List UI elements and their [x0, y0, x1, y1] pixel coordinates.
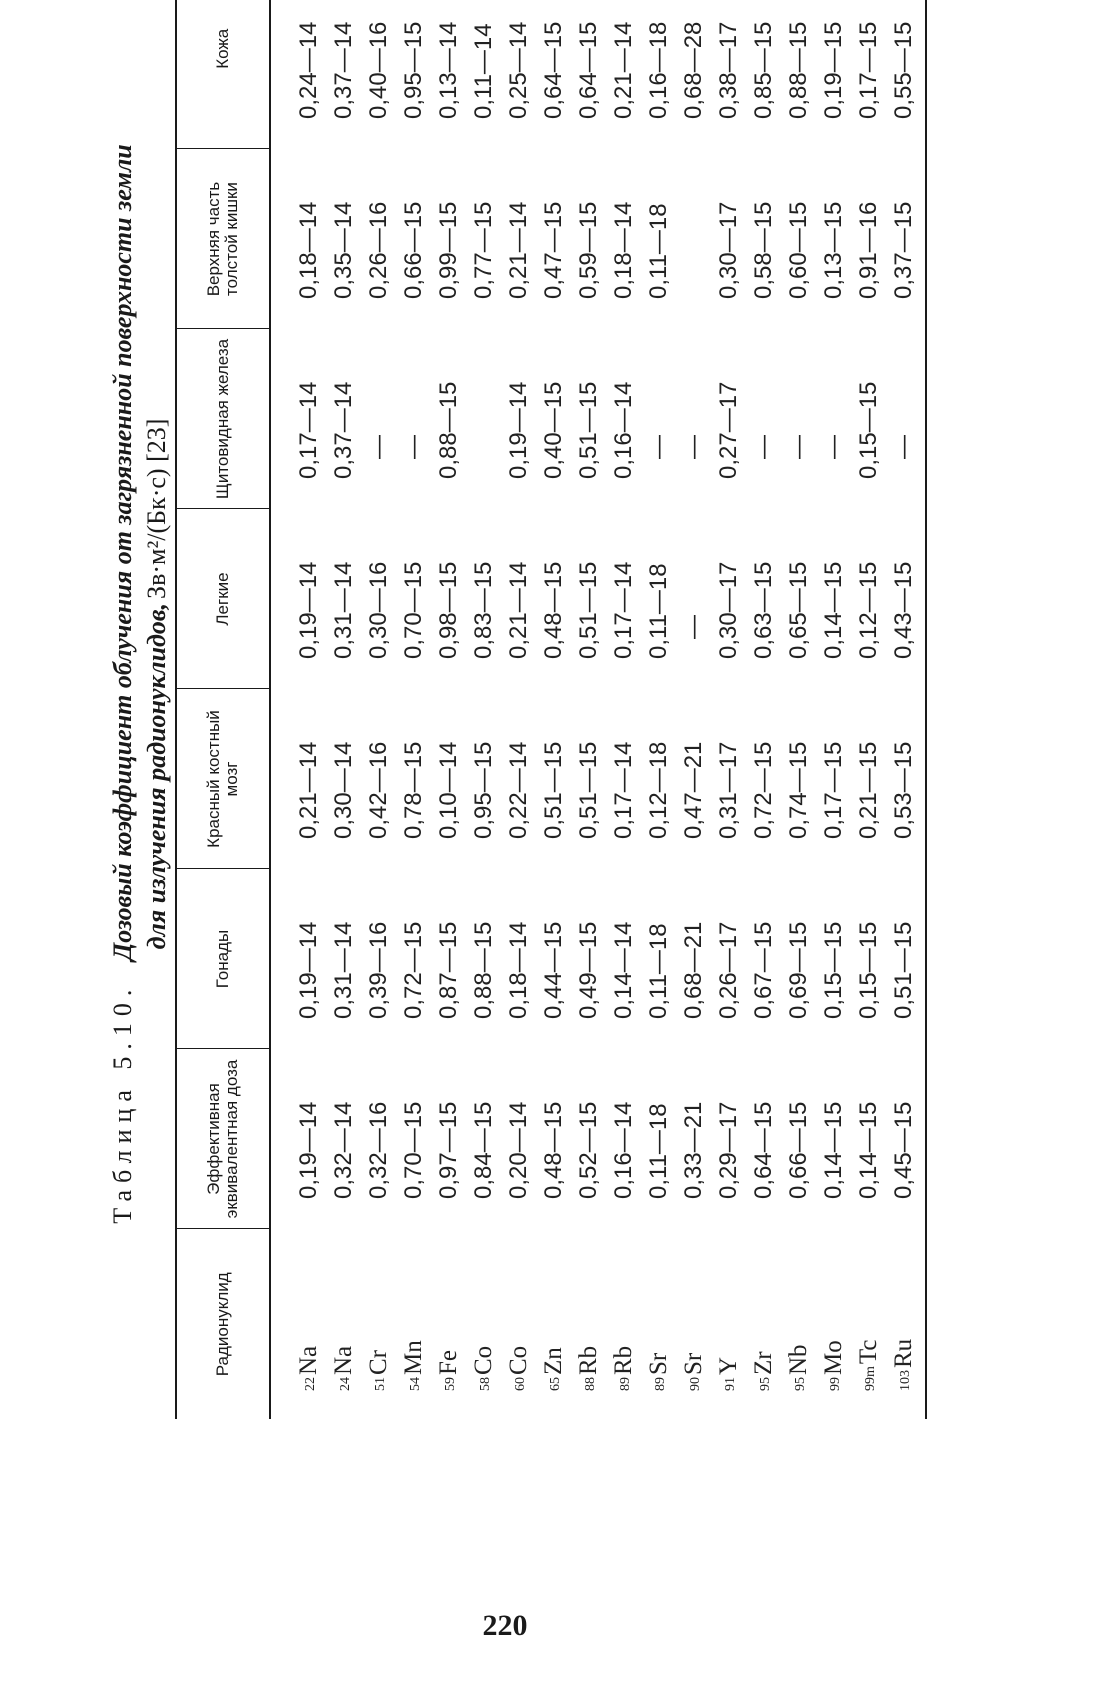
- table-row: [270, 0, 326, 1419]
- value-cell: 0,88—15: [785, 21, 812, 119]
- value-cell: 0,11—18: [645, 1103, 672, 1199]
- value-cell: 0,40—15: [540, 381, 567, 479]
- value-cell: 0,32—14: [330, 1101, 357, 1199]
- table-row: [641, 0, 676, 1419]
- value-cell: —: [750, 435, 777, 459]
- table-row: [816, 0, 851, 1419]
- element-symbol: Fe: [435, 1350, 462, 1375]
- mass-number: 51: [373, 1377, 388, 1391]
- value-cell: 0,17—15: [820, 741, 847, 839]
- table-row: [501, 0, 536, 1419]
- dose-coefficient-table: [175, 0, 927, 1419]
- table-row: [431, 0, 466, 1419]
- value-cell: 0,51—15: [575, 381, 602, 479]
- column-header: Щитовидная железа: [176, 329, 270, 509]
- column-header: Красный костный мозг: [176, 689, 270, 869]
- value-cell: 0,91—16: [855, 201, 882, 299]
- value-cell: 0,27—17: [715, 381, 742, 479]
- page-number: 220: [482, 1609, 528, 1642]
- value-cell: 0,17—14: [295, 381, 322, 479]
- table-row: [606, 0, 641, 1419]
- value-cell: 0,99—15: [435, 201, 462, 299]
- value-cell: 0,11—14: [470, 23, 497, 119]
- value-cell: 0,49—15: [575, 921, 602, 1019]
- radionuclide-cell: [606, 1229, 641, 1419]
- table-row: [886, 0, 926, 1419]
- table-row: [711, 0, 746, 1419]
- value-cell: 0,95—15: [400, 21, 427, 119]
- value-cell: 0,77—15: [470, 201, 497, 299]
- value-cell: 0,66—15: [400, 201, 427, 299]
- radionuclide-cell: [851, 1229, 886, 1419]
- element-symbol: Rb: [610, 1345, 637, 1375]
- value-cell: 0,25—14: [505, 21, 532, 119]
- column-header: Верхняя часть толстой кишки: [176, 149, 270, 329]
- value-cell: 0,53—15: [886, 689, 926, 869]
- mass-number: 91: [723, 1377, 738, 1391]
- element-symbol: Na: [330, 1345, 357, 1375]
- mass-number: 89: [618, 1377, 633, 1391]
- table-row: [781, 0, 816, 1419]
- mass-number: 59: [443, 1377, 458, 1391]
- table-title-line2: для излучения радионуклидов,: [142, 602, 171, 950]
- table-row: [466, 0, 501, 1419]
- element-symbol: Sr: [680, 1352, 707, 1375]
- mass-number: 24: [338, 1377, 353, 1391]
- value-cell: 0,47—15: [540, 201, 567, 299]
- value-cell: 0,19—14: [295, 921, 322, 1019]
- radionuclide-cell: [501, 1229, 536, 1419]
- mass-number: 95: [758, 1377, 773, 1391]
- value-cell: 0,43—15: [886, 509, 926, 689]
- value-cell: 0,60—15: [785, 201, 812, 299]
- mass-number: 89: [653, 1377, 668, 1391]
- value-cell: 0,14—15: [820, 1101, 847, 1199]
- value-cell: 0,30—17: [715, 201, 742, 299]
- radionuclide-cell: [270, 1229, 326, 1419]
- value-cell: 0,19—15: [820, 21, 847, 119]
- value-cell: 0,51—15: [575, 561, 602, 659]
- value-cell: 0,35—14: [330, 201, 357, 299]
- value-cell: 0,48—15: [540, 1101, 567, 1199]
- value-cell: 0,24—14: [295, 21, 322, 119]
- radionuclide-cell: [466, 1229, 501, 1419]
- value-cell: 0,22—14: [505, 741, 532, 839]
- radionuclide-cell: [746, 1229, 781, 1419]
- value-cell: 0,26—16: [365, 201, 392, 299]
- value-cell: 0,67—15: [750, 921, 777, 1019]
- element-symbol: Rb: [575, 1345, 602, 1375]
- element-symbol: Nb: [785, 1344, 812, 1375]
- table-row: [746, 0, 781, 1419]
- value-cell: 0,84—15: [470, 1101, 497, 1199]
- value-cell: 0,12—15: [855, 561, 882, 659]
- mass-number: 95: [793, 1377, 808, 1391]
- value-cell: —: [645, 435, 672, 459]
- value-cell: 0,83—15: [470, 561, 497, 659]
- value-cell: 0,58—15: [750, 201, 777, 299]
- value-cell: 0,26—17: [715, 921, 742, 1019]
- value-cell: 0,32—16: [365, 1101, 392, 1199]
- value-cell: 0,15—15: [855, 921, 882, 1019]
- value-cell: 0,64—15: [575, 21, 602, 119]
- value-cell: 0,45—15: [886, 1049, 926, 1229]
- value-cell: 0,18—14: [295, 201, 322, 299]
- mass-number: 88: [583, 1377, 598, 1391]
- value-cell: 0,98—15: [435, 561, 462, 659]
- element-symbol: Cr: [365, 1350, 392, 1375]
- mass-number: 90: [688, 1377, 703, 1391]
- element-symbol: Mn: [400, 1340, 427, 1375]
- header-row: [176, 0, 270, 1419]
- value-cell: 0,88—15: [435, 381, 462, 479]
- radionuclide-cell: [326, 1229, 361, 1419]
- table-row: [536, 0, 571, 1419]
- table-row: [851, 0, 886, 1419]
- value-cell: 0,48—15: [540, 561, 567, 659]
- table-units: Зв·м²/(Бк·с) [23]: [142, 418, 171, 599]
- value-cell: 0,42—16: [365, 741, 392, 839]
- column-header: Кожа: [176, 0, 270, 149]
- value-cell: 0,38—17: [715, 21, 742, 119]
- mass-number: 103: [898, 1370, 913, 1391]
- element-symbol: Co: [470, 1345, 497, 1375]
- value-cell: 0,95—15: [470, 741, 497, 839]
- value-cell: —: [680, 435, 707, 459]
- radionuclide-cell: [361, 1229, 396, 1419]
- value-cell: 0,74—15: [785, 741, 812, 839]
- value-cell: 0,68—28: [680, 21, 707, 119]
- column-header: Радионуклид: [176, 1229, 270, 1419]
- value-cell: 0,14—14: [610, 921, 637, 1019]
- value-cell: 0,30—17: [715, 561, 742, 659]
- value-cell: 0,21—14: [610, 21, 637, 119]
- value-cell: 0,19—14: [295, 1101, 322, 1199]
- element-symbol: Sr: [645, 1352, 672, 1375]
- table-title: Дозовый коэффициент облучения от загрязненной поверхности земли: [108, 144, 137, 961]
- value-cell: 0,31—14: [330, 561, 357, 659]
- value-cell: 0,18—14: [610, 201, 637, 299]
- value-cell: 0,78—15: [400, 741, 427, 839]
- element-symbol: Y: [715, 1356, 742, 1375]
- mass-number: 22: [303, 1377, 318, 1391]
- value-cell: 0,97—15: [435, 1101, 462, 1199]
- value-cell: 0,16—14: [610, 1101, 637, 1199]
- value-cell: 0,87—15: [435, 921, 462, 1019]
- value-cell: 0,70—15: [400, 1101, 427, 1199]
- value-cell: [466, 329, 501, 509]
- value-cell: 0,11—18: [645, 923, 672, 1019]
- value-cell: 0,72—15: [750, 741, 777, 839]
- value-cell: 0,17—14: [610, 741, 637, 839]
- value-cell: 0,19—14: [505, 381, 532, 479]
- value-cell: 0,68—21: [680, 921, 707, 1019]
- value-cell: —: [680, 615, 707, 639]
- value-cell: 0,31—17: [715, 741, 742, 839]
- value-cell: 0,16—14: [610, 381, 637, 479]
- value-cell: 0,18—14: [505, 921, 532, 1019]
- element-symbol: Na: [295, 1345, 322, 1375]
- value-cell: 0,20—14: [505, 1101, 532, 1199]
- value-cell: [676, 149, 711, 329]
- value-cell: 0,69—15: [785, 921, 812, 1019]
- value-cell: 0,39—16: [365, 921, 392, 1019]
- value-cell: 0,33—21: [680, 1101, 707, 1199]
- radionuclide-cell: [641, 1229, 676, 1419]
- value-cell: 0,59—15: [575, 201, 602, 299]
- value-cell: 0,52—15: [575, 1101, 602, 1199]
- value-cell: 0,66—15: [785, 1101, 812, 1199]
- mass-number: 60: [513, 1377, 528, 1391]
- element-symbol: Zn: [540, 1347, 567, 1375]
- column-header: Легкие: [176, 509, 270, 689]
- value-cell: 0,12—18: [645, 741, 672, 839]
- value-cell: 0,14—15: [820, 561, 847, 659]
- value-cell: 0,15—15: [820, 921, 847, 1019]
- radionuclide-cell: [886, 1229, 926, 1419]
- value-cell: 0,11—18: [645, 203, 672, 299]
- value-cell: 0,70—15: [400, 561, 427, 659]
- radionuclide-cell: [536, 1229, 571, 1419]
- mass-number: 99m: [863, 1366, 878, 1391]
- radionuclide-cell: [396, 1229, 431, 1419]
- table-body: [270, 0, 926, 1419]
- radionuclide-cell: [431, 1229, 466, 1419]
- value-cell: —: [820, 435, 847, 459]
- element-symbol: Co: [505, 1345, 532, 1375]
- value-cell: 0,40—16: [365, 21, 392, 119]
- value-cell: 0,37—14: [330, 21, 357, 119]
- radionuclide-cell: [676, 1229, 711, 1419]
- radionuclide-cell: [571, 1229, 606, 1419]
- element-symbol: Tc: [855, 1339, 882, 1365]
- table-caption: [108, 0, 176, 1384]
- mass-number: 65: [548, 1377, 563, 1391]
- value-cell: 0,44—15: [540, 921, 567, 1019]
- mass-number: 58: [478, 1377, 493, 1391]
- value-cell: 0,14—15: [855, 1101, 882, 1199]
- table-label: Таблица 5.10.: [108, 982, 137, 1224]
- value-cell: 0,65—15: [785, 561, 812, 659]
- value-cell: 0,64—15: [750, 1101, 777, 1199]
- value-cell: 0,21—14: [505, 201, 532, 299]
- value-cell: 0,17—14: [610, 561, 637, 659]
- value-cell: 0,15—15: [855, 381, 882, 479]
- radionuclide-cell: [816, 1229, 851, 1419]
- element-symbol: Ru: [890, 1338, 917, 1368]
- element-symbol: Zr: [750, 1351, 777, 1375]
- value-cell: 0,21—14: [295, 741, 322, 839]
- value-cell: 0,13—14: [435, 21, 462, 119]
- table-row: [396, 0, 431, 1419]
- value-cell: 0,13—15: [820, 201, 847, 299]
- value-cell: 0,63—15: [750, 561, 777, 659]
- value-cell: 0,51—15: [540, 741, 567, 839]
- value-cell: 0,31—14: [330, 921, 357, 1019]
- table-row: [571, 0, 606, 1419]
- value-cell: 0,72—15: [400, 921, 427, 1019]
- value-cell: —: [785, 435, 812, 459]
- element-symbol: Mo: [820, 1340, 847, 1375]
- value-cell: —: [365, 435, 392, 459]
- value-cell: —: [400, 435, 427, 459]
- value-cell: 0,21—14: [505, 561, 532, 659]
- value-cell: 0,51—15: [886, 869, 926, 1049]
- value-cell: 0,37—14: [330, 381, 357, 479]
- value-cell: 0,11—18: [645, 563, 672, 659]
- value-cell: 0,16—18: [645, 21, 672, 119]
- radionuclide-cell: [781, 1229, 816, 1419]
- table-row: [361, 0, 396, 1419]
- column-header: Эффективная эквивалентная доза: [176, 1049, 270, 1229]
- radionuclide-cell: [711, 1229, 746, 1419]
- table-row: [326, 0, 361, 1419]
- value-cell: 0,30—16: [365, 561, 392, 659]
- value-cell: 0,21—15: [855, 741, 882, 839]
- value-cell: 0,88—15: [470, 921, 497, 1019]
- value-cell: —: [886, 329, 926, 509]
- value-cell: 0,85—15: [750, 21, 777, 119]
- value-cell: 0,51—15: [575, 741, 602, 839]
- value-cell: 0,30—14: [330, 741, 357, 839]
- value-cell: 0,19—14: [295, 561, 322, 659]
- value-cell: 0,64—15: [540, 21, 567, 119]
- value-cell: 0,55—15: [886, 0, 926, 149]
- mass-number: 54: [408, 1377, 423, 1391]
- mass-number: 99: [828, 1377, 843, 1391]
- value-cell: 0,10—14: [435, 741, 462, 839]
- value-cell: 0,47—21: [680, 741, 707, 839]
- value-cell: 0,17—15: [855, 21, 882, 119]
- value-cell: 0,29—17: [715, 1101, 742, 1199]
- value-cell: 0,37—15: [886, 149, 926, 329]
- column-header: Гонады: [176, 869, 270, 1049]
- table-row: [676, 0, 711, 1419]
